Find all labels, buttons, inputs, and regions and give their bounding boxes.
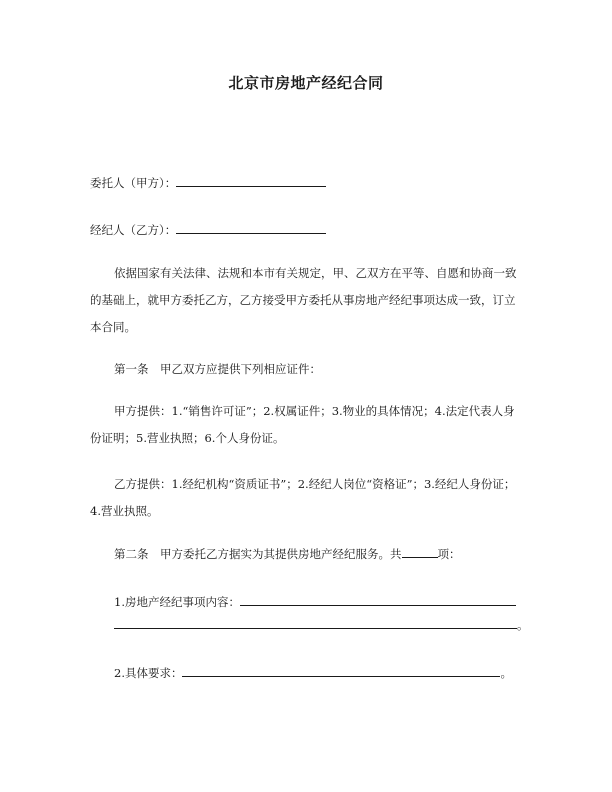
preamble-paragraph: 依据国家有关法律、法规和本市有关规定，甲、乙双方在平等、自愿和协商一致的基础上，就甲方委托乙方，乙方接受甲方委托从事房地产经纪事项达成一致，订立本合同。 (90, 266, 517, 334)
item-1-continuation-blank[interactable] (114, 628, 517, 629)
item-1-label: 1.房地产经纪事项内容： (114, 595, 240, 609)
item-1-period: 。 (517, 618, 529, 632)
article-2-heading-text: 第二条 甲方委托乙方据实为其提供房地产经纪服务。共 (114, 547, 402, 561)
party-b-line (90, 221, 326, 238)
party-a-line (90, 174, 326, 191)
service-count-blank[interactable] (402, 545, 438, 558)
article-2-heading (114, 545, 461, 562)
party-a-label: 委托人（甲方）： (90, 176, 177, 190)
party-a-documents: 甲方提供：1.“销售许可证”；2.权属证件；3.物业的具体情况；4.法定代表人身份证明；5.营业执照；6.个人身份证。 (90, 404, 515, 445)
item-2-label: 2.具体要求： (114, 666, 183, 680)
page-title: 北京市房地产经纪合同 (228, 74, 384, 92)
item-2-line (114, 664, 512, 681)
item-2-period: 。 (500, 666, 512, 680)
party-a-blank[interactable] (176, 174, 326, 187)
party-b-label: 经纪人（乙方）： (90, 223, 177, 237)
item-1-line (114, 593, 516, 610)
article-1-heading: 第一条 甲乙双方应提供下列相应证件： (114, 362, 321, 376)
party-b-blank[interactable] (176, 221, 326, 234)
article-2-heading-suffix: 项： (437, 547, 461, 561)
party-b-documents: 乙方提供：1.经纪机构“资质证书”；2.经纪人岗位“资格证”；3.经纪人身份证；4.营业执照。 (90, 477, 516, 518)
item-2-blank[interactable] (182, 664, 500, 677)
item-1-blank[interactable] (240, 593, 516, 606)
